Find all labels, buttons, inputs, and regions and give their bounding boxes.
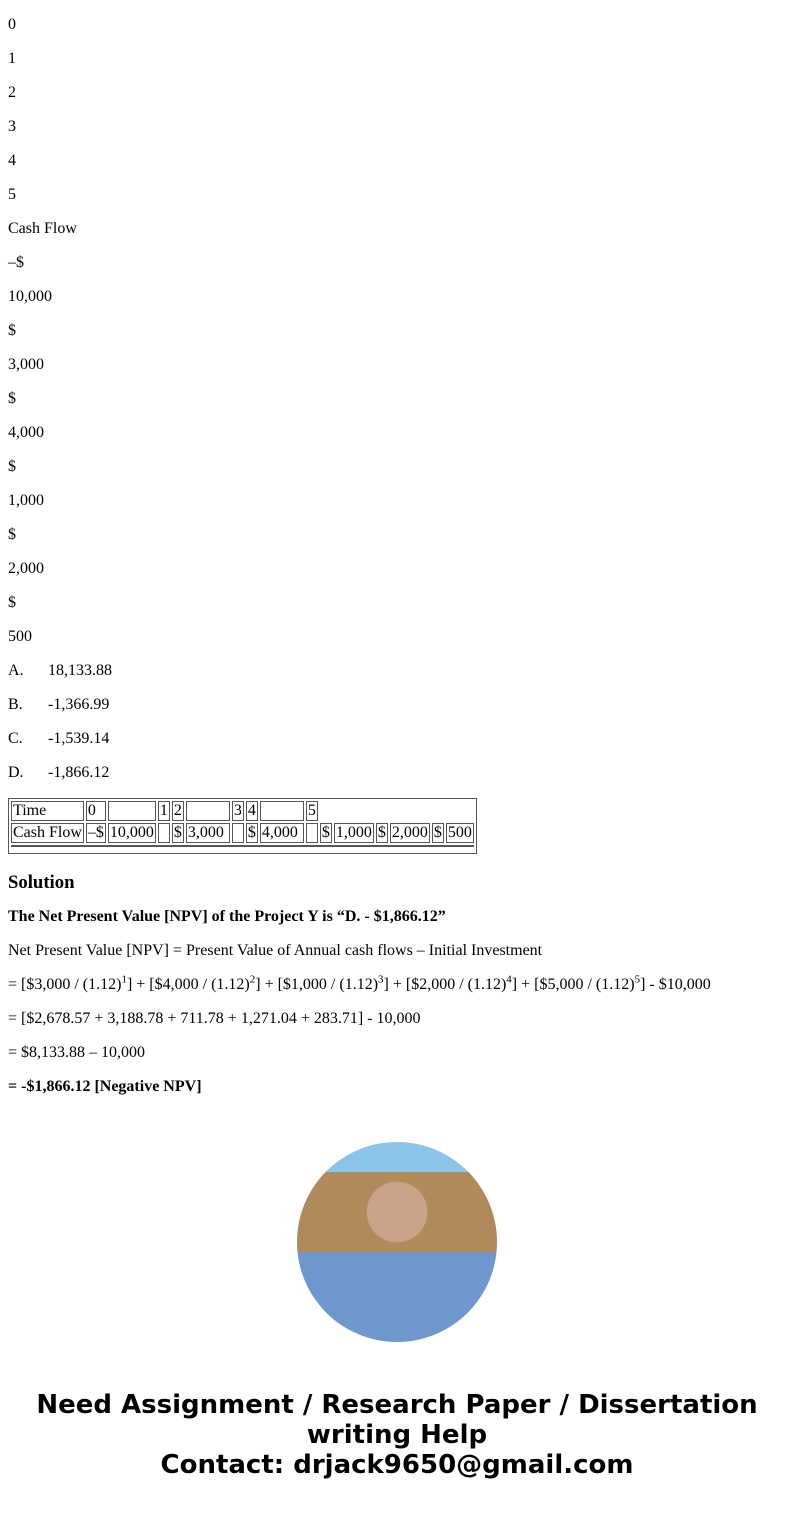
table-cell: 1: [159, 802, 168, 819]
formula-exponent: 2: [249, 973, 256, 986]
npv-step-2: = [$2,678.57 + 3,188.78 + 711.78 + 1,271.04 + 283.71] - 10,000: [8, 1010, 421, 1027]
option-value: -1,366.99: [48, 696, 110, 713]
answer-option: [8, 654, 786, 688]
question-line: –$: [8, 254, 24, 271]
formula-exponent: 5: [634, 973, 641, 986]
table-cell: Cash Flow: [13, 824, 82, 841]
option-letter: B.: [8, 696, 23, 713]
question-line: Cash Flow: [8, 220, 77, 237]
answer-option: [8, 756, 786, 790]
formula-exponent: 4: [506, 973, 512, 986]
question-lines: [8, 8, 786, 654]
question-line: $: [8, 322, 16, 339]
formula-term: ] + [$5,000 / (1.12): [511, 976, 635, 993]
npv-formula: [8, 968, 786, 1002]
table-cell: [232, 823, 244, 843]
question-line: 0: [8, 16, 16, 33]
table-cell: 500: [447, 824, 472, 841]
table-cell: [306, 823, 318, 843]
formula-term: ] + [$2,000 / (1.12): [383, 976, 507, 993]
answer-option: [8, 688, 786, 722]
table-cell: 3,000: [186, 823, 230, 843]
question-line: $: [8, 458, 16, 475]
table-cell: $: [247, 824, 256, 841]
question-line: 2: [8, 84, 16, 101]
formula-exponent: 3: [378, 973, 384, 986]
author-avatar: [297, 1142, 497, 1342]
question-line: 500: [8, 628, 32, 645]
question-line: 10,000: [8, 288, 52, 305]
table-cell: $: [433, 824, 442, 841]
option-letter: C.: [8, 730, 23, 747]
answer-options: [8, 654, 786, 790]
npv-definition: Net Present Value [NPV] = Present Value of Annual cash flows – Initial Investment: [8, 942, 543, 959]
table-cell: 5: [307, 802, 316, 819]
option-value: 18,133.88: [48, 662, 112, 679]
table-cell: $: [321, 824, 330, 841]
footer-contact: [8, 1390, 786, 1480]
npv-result: = -$1,866.12 [Negative NPV]: [8, 1078, 202, 1095]
formula-end: ] - $10,000: [640, 976, 711, 993]
table-cell: 2,000: [391, 824, 428, 841]
table-cell: 0: [86, 801, 106, 821]
question-line: 3,000: [8, 356, 44, 373]
question-line: 4: [8, 152, 16, 169]
option-letter: A.: [8, 662, 24, 679]
formula-term: ] + [$4,000 / (1.12): [126, 976, 250, 993]
question-line: $: [8, 594, 16, 611]
table-cell: [158, 823, 170, 843]
solution-heading: Solution: [8, 872, 75, 893]
question-line: 4,000: [8, 424, 44, 441]
option-value: -1,866.12: [48, 764, 110, 781]
footer-line-1: Need Assignment / Research Paper / Dissertation writing Help: [36, 1390, 758, 1450]
table-cell: $: [173, 824, 182, 841]
option-letter: D.: [8, 764, 24, 781]
question-line: $: [8, 526, 16, 543]
npv-step-3: = $8,133.88 – 10,000: [8, 1044, 146, 1061]
option-value: -1,539.14: [48, 730, 110, 747]
table-cell: 4,000: [260, 823, 304, 843]
table-cell: [186, 801, 230, 821]
table-cell: [108, 801, 156, 821]
question-line: 1: [8, 50, 16, 67]
answer-option: [8, 722, 786, 756]
cash-flow-table: [8, 798, 477, 854]
solution-answer: The Net Present Value [NPV] of the Project Y is “D. - $1,866.12”: [8, 908, 446, 925]
table-cell: Time: [11, 801, 84, 821]
question-line: 3: [8, 118, 16, 135]
table-cell: 3: [233, 802, 242, 819]
question-line: 5: [8, 186, 16, 203]
table-cell: 1,000: [335, 824, 372, 841]
table-cell: 4: [247, 802, 256, 819]
formula-exponent: 1: [121, 973, 127, 986]
question-line: 1,000: [8, 492, 44, 509]
question-line: $: [8, 390, 16, 407]
table-cell: 2: [173, 802, 182, 819]
question-line: 2,000: [8, 560, 44, 577]
table-cell: $: [377, 824, 386, 841]
table-cell: 10,000: [109, 824, 154, 841]
footer-line-2: Contact: drjack9650@gmail.com: [160, 1450, 634, 1480]
formula-term: ] + [$1,000 / (1.12): [255, 976, 379, 993]
table-cell: –$: [87, 824, 104, 841]
table-cell: [260, 801, 304, 821]
formula-term: = [$3,000 / (1.12): [8, 976, 122, 993]
